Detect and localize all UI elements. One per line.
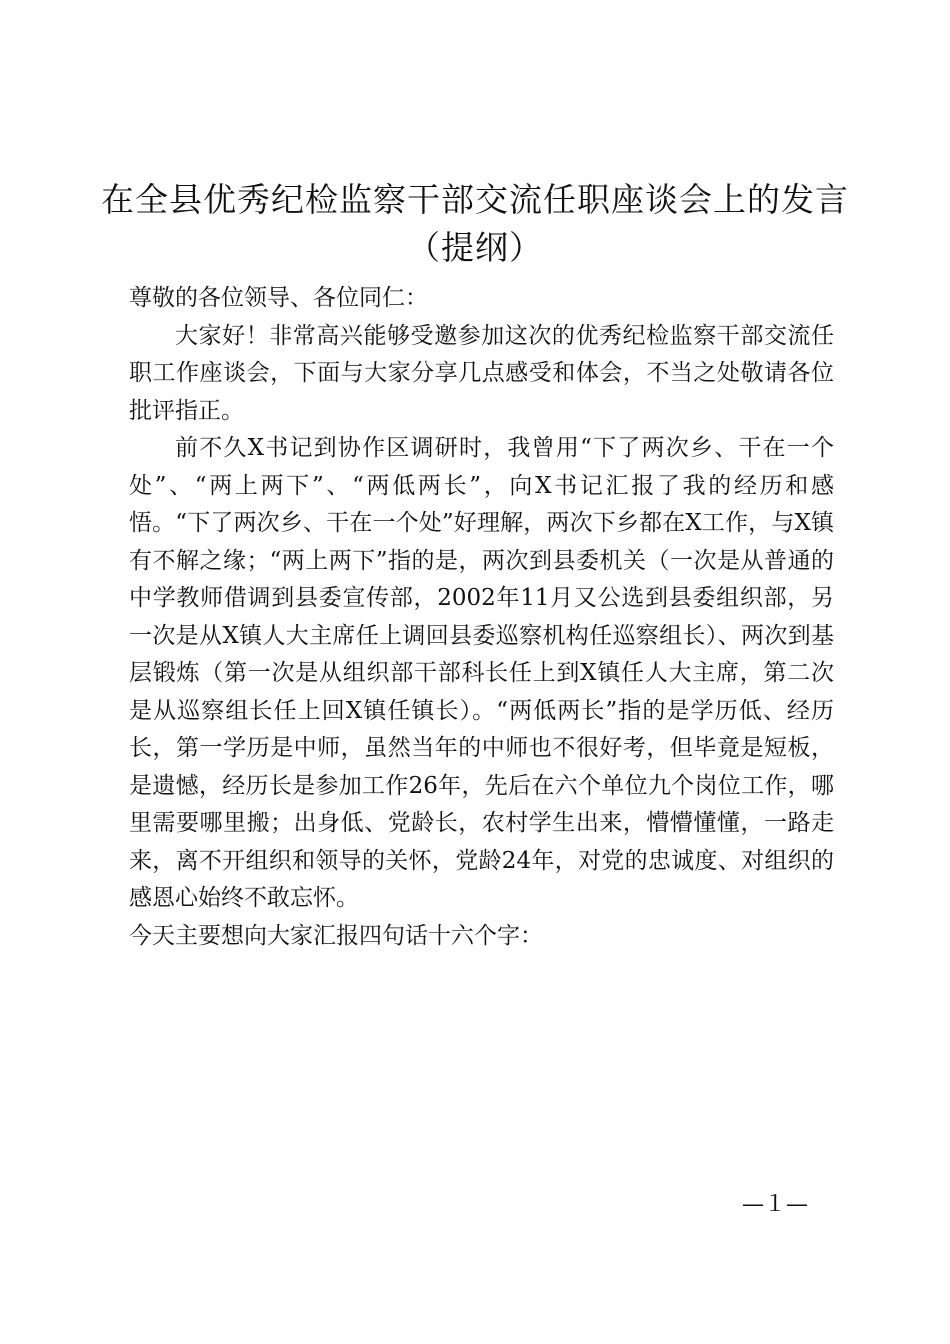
paragraph-experience: 前不久X书记到协作区调研时，我曾用“下了两次乡、干在一个处”、“两上两下”、“两低两长”，向X书记汇报了我的经历和感悟。“下了两次乡、干在一个处”好理解，两次下乡都在X工作，与X镇有不解之缘；“两上两下”指的是，两次到县委机关（一次是从普通的中学教师借调到县委宣传部，2002年11月又公选到县委组织部，另一次是从X镇人大主席任上调回县委巡察机构任巡察组长）、两次到基层锻炼（第一次是从组织部干部科长任上到X镇任人大主席，第二次是从巡察组长任上回X镇任镇长）。“两低两长”指的是学历低、经历长，第一学历是中师，虽然当年的中师也不很好考，但毕竟是短板，是遗憾，经历长是参加工作26年，先后在六个单位九个岗位工作，哪里需要哪里搬；出身低、党龄长，农村学生出来，懵懵懂懂，一路走来，离不开组织和领导的关怀，党龄24年，对党的忠诚度、对组织的感恩心始终不敢忘怀。 — [129, 435, 834, 911]
salutation: 尊敬的各位领导、各位同仁： — [129, 285, 428, 311]
page-number: —１— — [741, 1192, 808, 1217]
closing-line: 今天主要想向大家汇报四句话十六个字： — [129, 922, 543, 949]
document-title: 在全县优秀纪检监察干部交流任职座谈会上的发言（提纲） — [101, 180, 849, 267]
document-body — [129, 280, 834, 955]
paragraph-greeting: 大家好！非常高兴能够受邀参加这次的优秀纪检监察干部交流任职工作座谈会，下面与大家分享几点感受和体会，不当之处敬请各位批评指正。 — [129, 322, 834, 424]
